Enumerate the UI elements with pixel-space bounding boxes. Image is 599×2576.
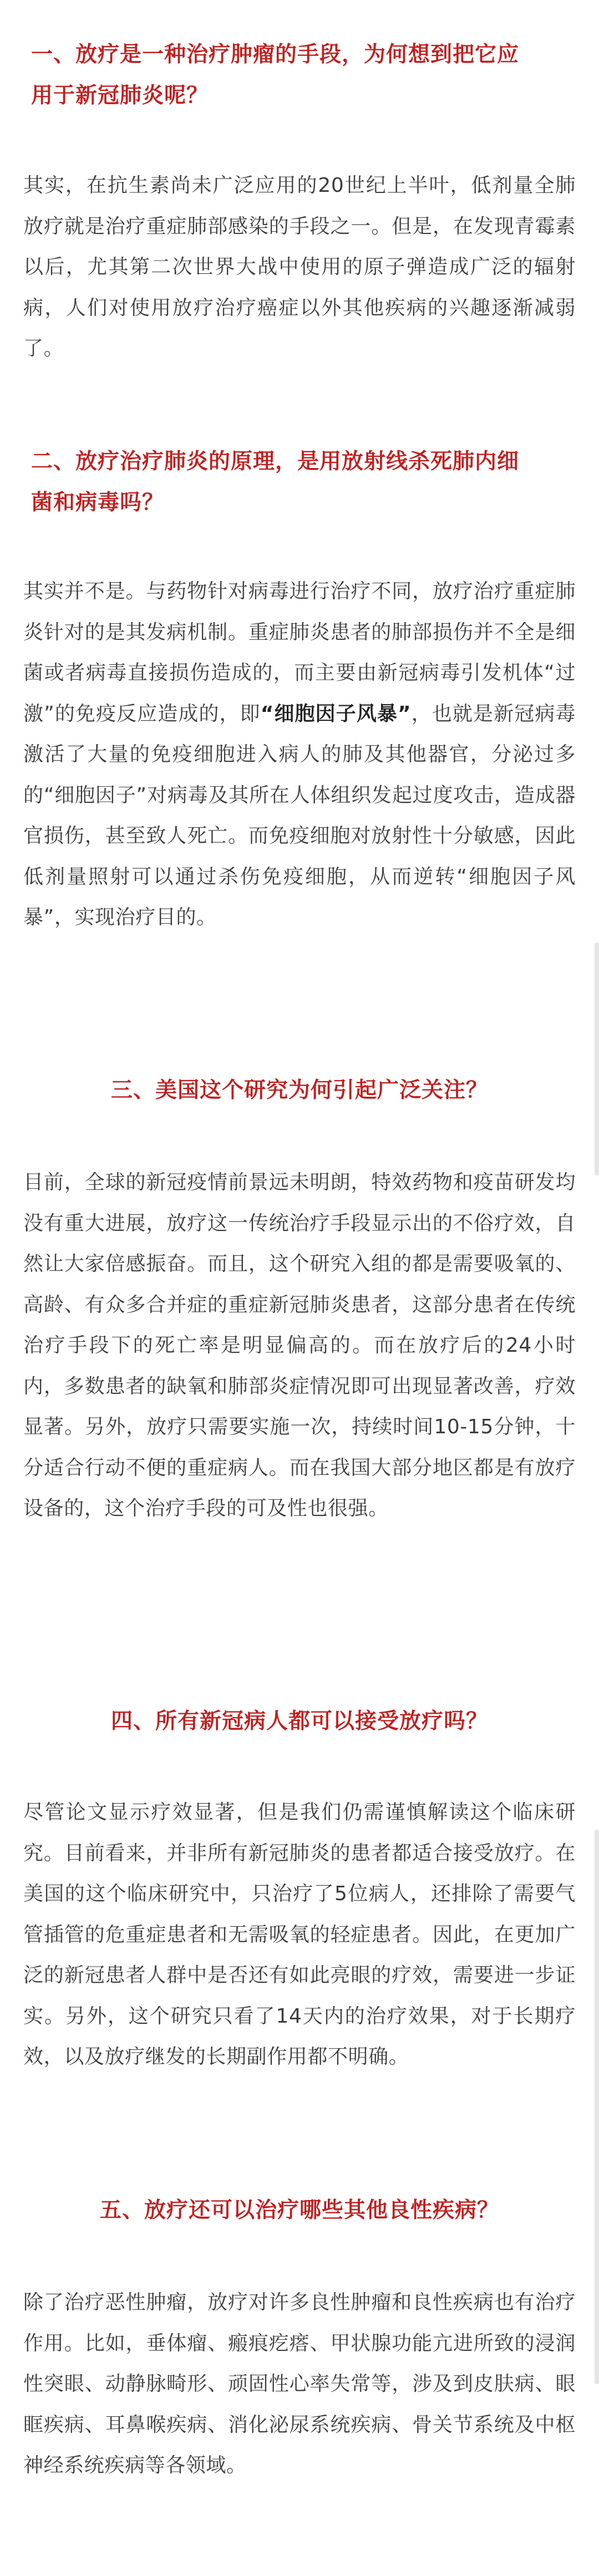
section-3-heading: 三、美国这个研究为何引起广泛关注？ [110, 1078, 488, 1103]
section-5-paragraph: 除了治疗恶性肿瘤，放疗对许多良性肿瘤和良性疾病也有治疗作用。比如，垂体瘤、瘢痕疙瘩、甲状腺功能亢进所致的浸润性突眼、动静脉畸形、顽固性心率失常等，涉及到皮肤病、眼眶疾病、耳鼻喉疾病、消化泌尿系统疾病、骨关节系统及中枢神经系统疾病等各领域。 [23, 2291, 576, 2477]
section-2-heading-line2: 菌和病毒吗？ [31, 490, 165, 515]
cytokine-storm-term: “细胞因子风暴” [260, 702, 412, 725]
section-2-paragraph [23, 571, 576, 938]
section-4-heading: 四、所有新冠病人都可以接受放疗吗？ [110, 1709, 488, 1734]
section-1-paragraph: 其实，在抗生素尚未广泛应用的20世纪上半叶，低剂量全肺放疗就是治疗重症肺部感染的手段之一。但是，在发现青霉素以后，尤其第二次世界大战中使用的原子弹造成广泛的辐射病，人们对使用放疗治疗癌症以外其他疾病的兴趣逐渐减弱了。 [23, 174, 576, 360]
section-2-heading [31, 441, 568, 523]
section-1-heading-line2: 用于新冠肺炎呢？ [31, 83, 209, 108]
section-2-heading-line1: 二、放疗治疗肺炎的原理，是用放射线杀死肺内细 [31, 449, 520, 474]
section-4-paragraph: 尽管论文显示疗效显著，但是我们仍需谨慎解读这个临床研究。目前看来，并非所有新冠肺炎的患者都适合接受放疗。在美国的这个临床研究中，只治疗了5位病人，还排除了需要气管插管的危重症患者和无需吸氧的轻症患者。因此，在更加广泛的新冠患者人群中是否还有如此亮眼的疗效，需要进一步证实。另外，这个研究只看了14天内的治疗效果，对于长期疗效，以及放疗继发的长期副作用都不明确。 [23, 1801, 576, 2068]
section-1-heading-line1: 一、放疗是一种治疗肿瘤的手段，为何想到把它应 [31, 42, 520, 67]
scrollbar[interactable] [593, 0, 599, 2576]
scrollbar-thumb[interactable] [595, 943, 599, 1175]
section-2-paragraph-part2: ，也就是新冠病毒激活了大量的免疫细胞进入病人的肺及其他器官，分泌过多的“细胞因子”对病毒及其所在人体组织发起过度攻击，造成器官损伤，甚至致人死亡。而免疫细胞对放射性十分敏感，因此低剂量照射可以通过杀伤免疫细胞，从而逆转“细胞因子风暴”，实现治疗目的。 [23, 702, 576, 929]
section-5-heading: 五、放疗还可以治疗哪些其他良性疾病？ [99, 2198, 499, 2223]
section-2-paragraph-part1: 其实并不是。与药物针对病毒进行治疗不同，放疗治疗重症肺炎针对的是其发病机制。重症肺炎患者的肺部损伤并不全是细菌或者病毒直接损伤造成的，而主要由新冠病毒引发机体“过激”的免疫反应造成的，即 [23, 580, 576, 725]
section-3-paragraph: 目前，全球的新冠疫情前景远未明朗，特效药物和疫苗研发均没有重大进展，放疗这一传统治疗手段显示出的不俗疗效，自然让大家倍感振奋。而且，这个研究入组的都是需要吸氧的、高龄、有众多合并症的重症新冠肺炎患者，这部分患者在传统治疗手段下的死亡率是明显偏高的。而在放疗后的24小时内，多数患者的缺氧和肺部炎症情况即可出现显著改善，疗效显著。另外，放疗只需要实施一次，持续时间10-15分钟，十分适合行动不便的重症病人。而在我国大部分地区都是有放疗设备的，这个治疗手段的可及性也很强。 [23, 1171, 576, 1520]
scrollbar-thumb-lower[interactable] [595, 1830, 599, 2384]
section-1-heading [31, 34, 568, 116]
